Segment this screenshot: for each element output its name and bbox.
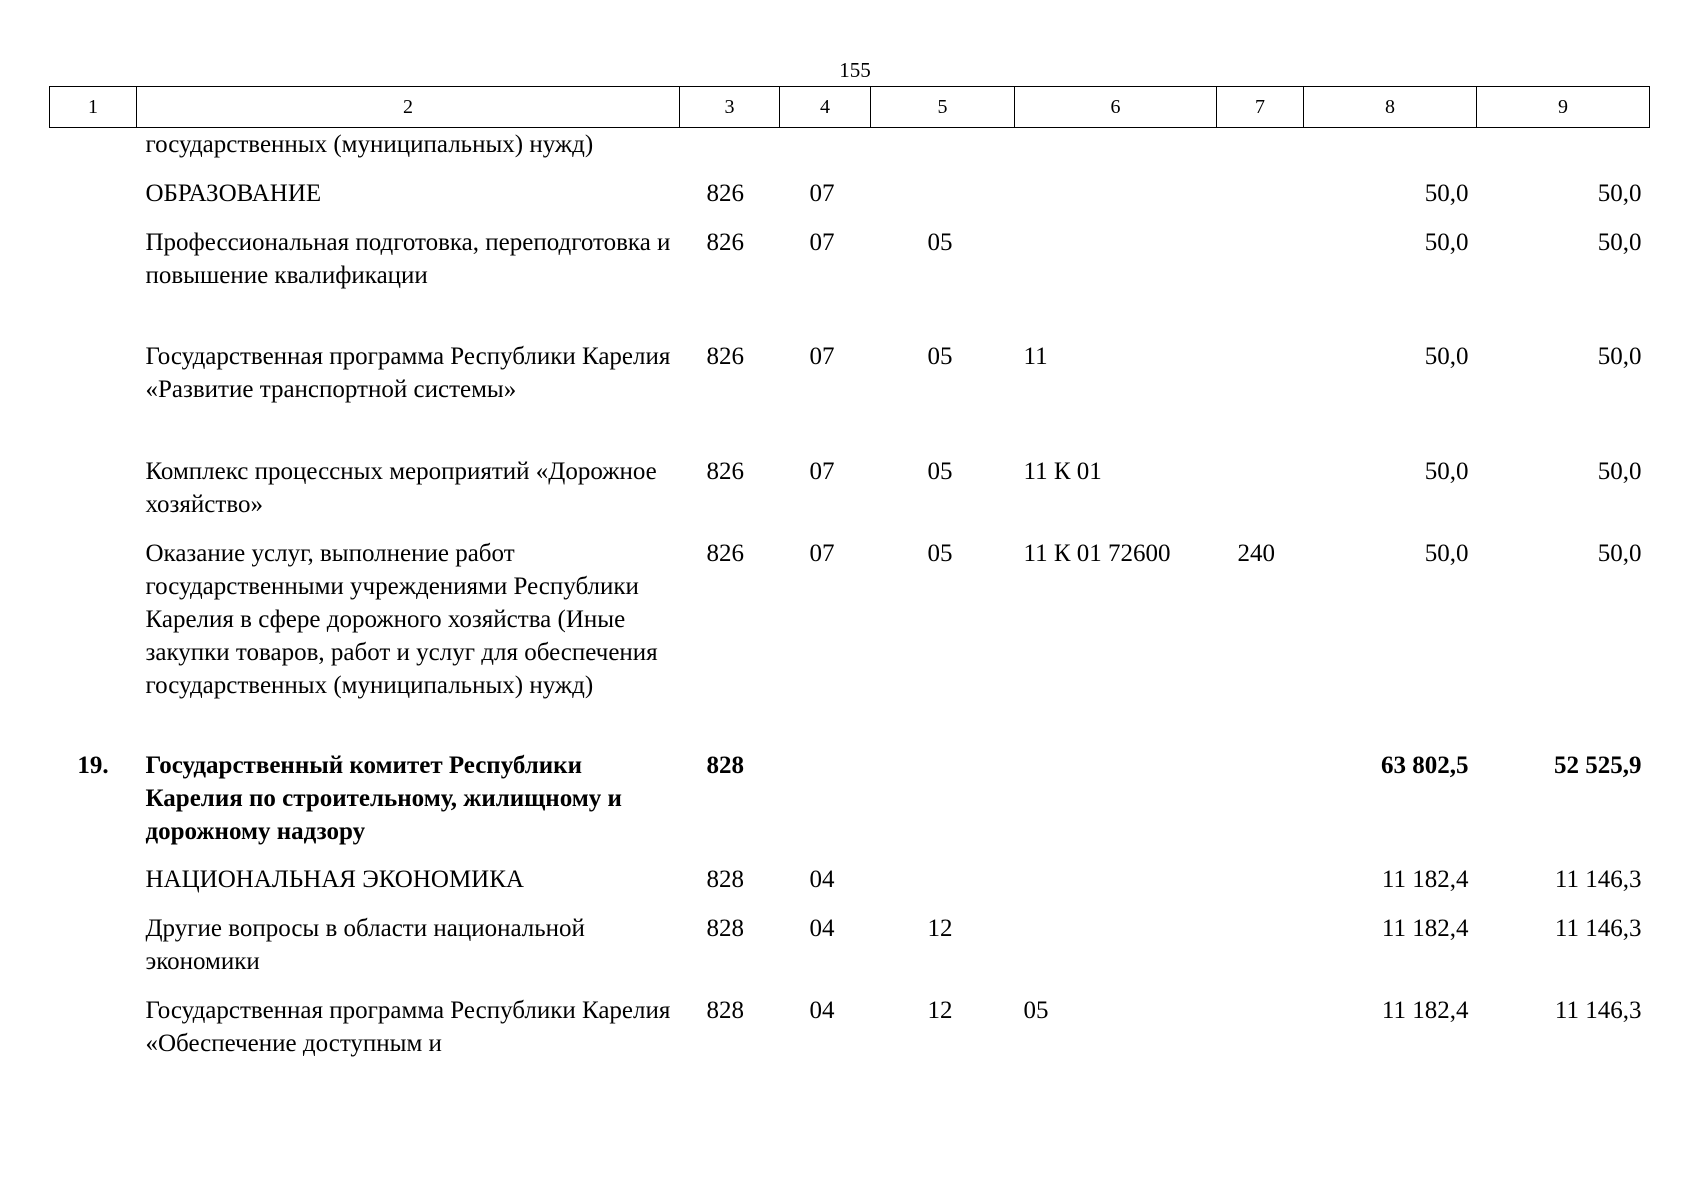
- row-amount-year2: 11 146,3: [1554, 996, 1642, 1024]
- row-subsection-code: 05: [927, 457, 953, 485]
- row-amount-year2: 11 146,3: [1554, 865, 1642, 893]
- row-section-code: 04: [809, 914, 835, 942]
- row-ministry-code: 826: [706, 342, 744, 370]
- row-name: Комплекс процессных мероприятий «Дорожное хозяйство»: [145, 457, 657, 518]
- row-amount-year2: 50,0: [1597, 457, 1642, 485]
- header-col-7: 7: [1217, 87, 1304, 128]
- row-section-code: 04: [809, 996, 835, 1024]
- row-name: НАЦИОНАЛЬНАЯ ЭКОНОМИКА: [145, 865, 524, 893]
- row-amount-year2: 50,0: [1597, 179, 1642, 207]
- row-number: [50, 128, 137, 177]
- row-subsection-code: 05: [927, 342, 953, 370]
- row-expense-type: [1217, 340, 1304, 455]
- page-number: 155: [839, 58, 871, 82]
- row-target-article: 11 К 01 72600: [1023, 539, 1171, 567]
- row-target-article: [1015, 749, 1217, 863]
- row-subsection-code: [871, 128, 1015, 177]
- row-section-code: 07: [809, 342, 835, 370]
- row-amount-year2: 50,0: [1597, 539, 1642, 567]
- row-amount-year2: 11 146,3: [1554, 914, 1642, 942]
- row-amount-year1: 50,0: [1424, 179, 1469, 207]
- row-target-article: 11 К 01: [1023, 457, 1102, 485]
- row-name: Государственная программа Республики Карелия «Развитие транспортной системы»: [145, 342, 671, 403]
- table-row: [50, 177, 1650, 226]
- table-row: [50, 340, 1650, 455]
- row-section-code: 07: [809, 179, 835, 207]
- row-section-code: [780, 749, 871, 863]
- header-col-8: 8: [1304, 87, 1477, 128]
- row-subsection-code: [871, 177, 1015, 226]
- row-name: государственных (муниципальных) нужд): [145, 131, 594, 158]
- row-ministry-code: 826: [706, 228, 744, 256]
- row-number: [50, 537, 137, 749]
- header-col-4: 4: [780, 87, 871, 128]
- row-number: [50, 455, 137, 537]
- row-name: Другие вопросы в области национальной экономики: [145, 914, 585, 975]
- header-col-1: 1: [50, 87, 137, 128]
- table-row: [50, 994, 1650, 1064]
- row-target-article: [1015, 912, 1217, 994]
- row-number: 19.: [77, 751, 109, 779]
- row-subsection-code: 05: [927, 228, 953, 256]
- row-ministry-code: [680, 128, 780, 177]
- table-row: [50, 537, 1650, 749]
- header-col-6: 6: [1015, 87, 1217, 128]
- row-target-article: [1015, 863, 1217, 912]
- table-row: [50, 128, 1650, 177]
- row-amount-year1: 11 182,4: [1381, 996, 1469, 1024]
- row-subsection-code: [871, 749, 1015, 863]
- row-expense-type: 240: [1237, 539, 1275, 567]
- row-number: [50, 912, 137, 994]
- row-ministry-code: 828: [706, 914, 744, 942]
- budget-table: [49, 86, 1650, 1064]
- row-target-article: [1015, 128, 1217, 177]
- row-subsection-code: 12: [927, 996, 953, 1024]
- row-expense-type: [1217, 994, 1304, 1064]
- row-ministry-code: 828: [706, 865, 744, 893]
- row-amount-year1: [1304, 128, 1477, 177]
- row-amount-year2: 52 525,9: [1554, 751, 1642, 779]
- row-expense-type: [1217, 226, 1304, 340]
- row-ministry-code: 826: [706, 179, 744, 207]
- row-name: Оказание услуг, выполнение работ государственными учреждениями Республики Карелия в сфере дорожного хозяйства (Иные закупки товаров, работ и услуг для обеспечения государственных (муниципальных) нужд): [145, 539, 658, 699]
- row-number: [50, 994, 137, 1064]
- row-section-code: 04: [809, 865, 835, 893]
- row-target-article: [1015, 177, 1217, 226]
- row-amount-year2: [1477, 128, 1650, 177]
- row-section-code: 07: [809, 228, 835, 256]
- row-amount-year2: 50,0: [1597, 228, 1642, 256]
- table-row: [50, 912, 1650, 994]
- row-amount-year1: 63 802,5: [1381, 751, 1469, 779]
- row-name: Государственный комитет Республики Карелия по строительному, жилищному и дорожному надзору: [145, 751, 622, 845]
- row-ministry-code: 826: [706, 539, 744, 567]
- row-subsection-code: 12: [927, 914, 953, 942]
- row-section-code: [780, 128, 871, 177]
- row-number: [50, 340, 137, 455]
- row-subsection-code: [871, 863, 1015, 912]
- header-col-3: 3: [680, 87, 780, 128]
- row-amount-year2: 50,0: [1597, 342, 1642, 370]
- row-target-article: 05: [1023, 996, 1049, 1024]
- row-name: ОБРАЗОВАНИЕ: [145, 179, 322, 207]
- table-row: [50, 226, 1650, 340]
- row-section-code: 07: [809, 457, 835, 485]
- row-name: Государственная программа Республики Карелия «Обеспечение доступным и: [145, 996, 671, 1057]
- row-amount-year1: 11 182,4: [1381, 865, 1469, 893]
- row-expense-type: [1217, 749, 1304, 863]
- header-col-2: 2: [137, 87, 680, 128]
- row-name: Профессиональная подготовка, переподготовка и повышение квалификации: [145, 228, 671, 289]
- row-amount-year1: 50,0: [1424, 228, 1469, 256]
- row-target-article: 11: [1023, 342, 1048, 370]
- table-row-section: [50, 749, 1650, 863]
- row-ministry-code: 828: [706, 751, 744, 779]
- row-number: [50, 226, 137, 340]
- row-amount-year1: 11 182,4: [1381, 914, 1469, 942]
- row-subsection-code: 05: [927, 539, 953, 567]
- header-col-9: 9: [1477, 87, 1650, 128]
- row-expense-type: [1217, 912, 1304, 994]
- row-expense-type: [1217, 455, 1304, 537]
- row-number: [50, 177, 137, 226]
- row-target-article: [1015, 226, 1217, 340]
- table-row: [50, 863, 1650, 912]
- row-amount-year1: 50,0: [1424, 457, 1469, 485]
- row-ministry-code: 826: [706, 457, 744, 485]
- row-expense-type: [1217, 177, 1304, 226]
- row-section-code: 07: [809, 539, 835, 567]
- row-expense-type: [1217, 128, 1304, 177]
- row-expense-type: [1217, 863, 1304, 912]
- row-amount-year1: 50,0: [1424, 342, 1469, 370]
- row-number: [50, 863, 137, 912]
- column-number-header: [50, 87, 1650, 128]
- row-ministry-code: 828: [706, 996, 744, 1024]
- header-col-5: 5: [871, 87, 1015, 128]
- row-amount-year1: 50,0: [1424, 539, 1469, 567]
- table-row: [50, 455, 1650, 537]
